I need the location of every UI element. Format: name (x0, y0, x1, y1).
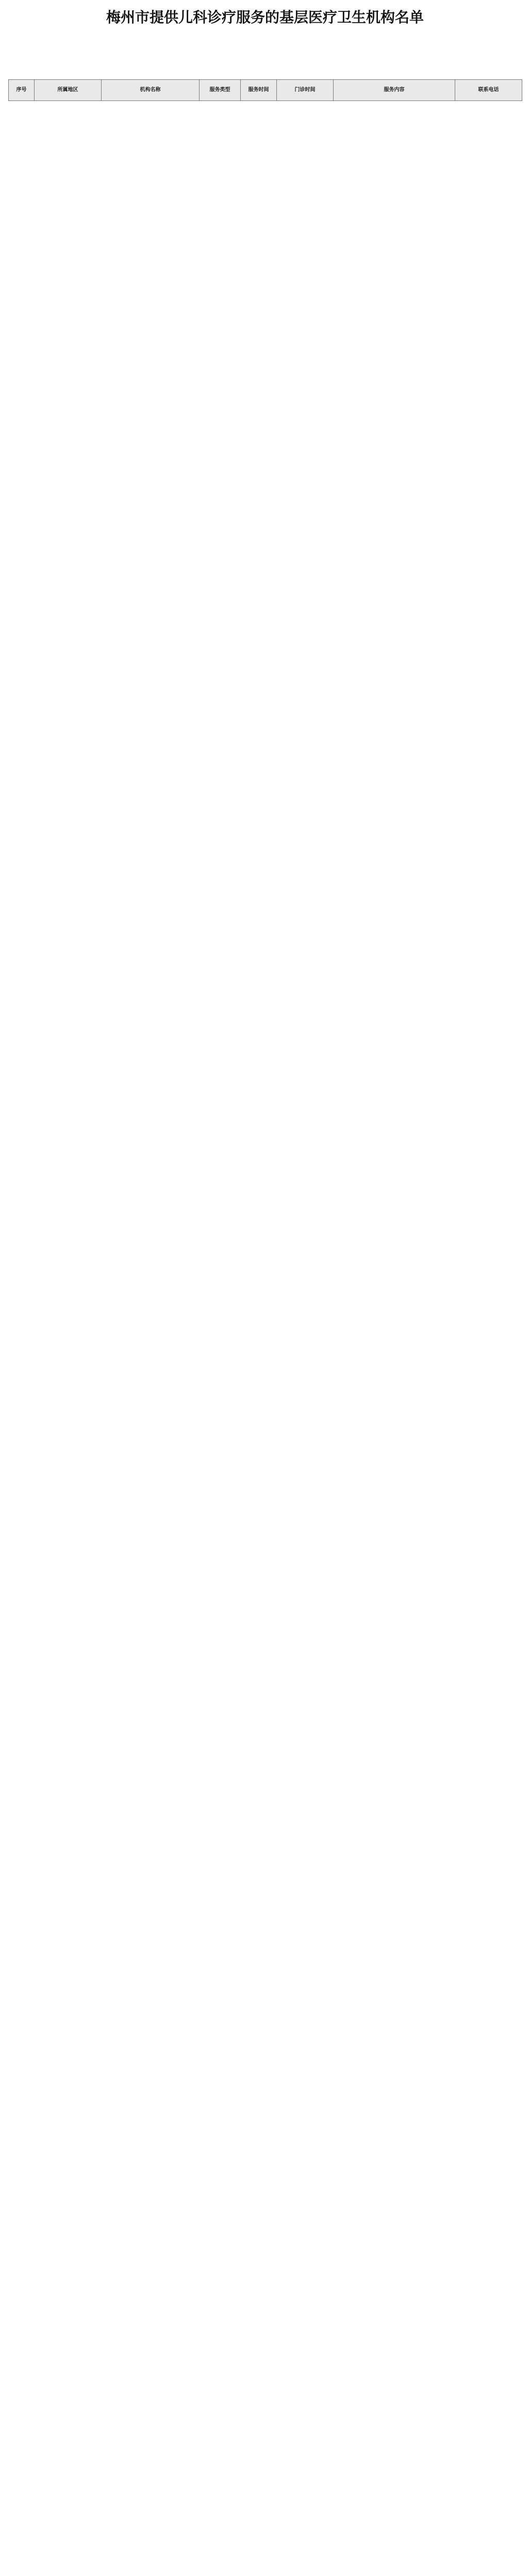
column-header: 服务内容 (334, 80, 455, 101)
column-header: 联系电话 (455, 80, 522, 101)
column-header: 服务时间 (241, 80, 277, 101)
column-header: 序号 (9, 80, 35, 101)
page-title: 梅州市提供儿科诊疗服务的基层医疗卫生机构名单 (106, 9, 424, 26)
column-header: 所属地区 (35, 80, 102, 101)
institution-table (8, 79, 522, 101)
table-header-row (9, 80, 522, 101)
column-header: 机构名称 (102, 80, 200, 101)
column-header: 服务类型 (200, 80, 241, 101)
column-header: 门诊时间 (277, 80, 334, 101)
